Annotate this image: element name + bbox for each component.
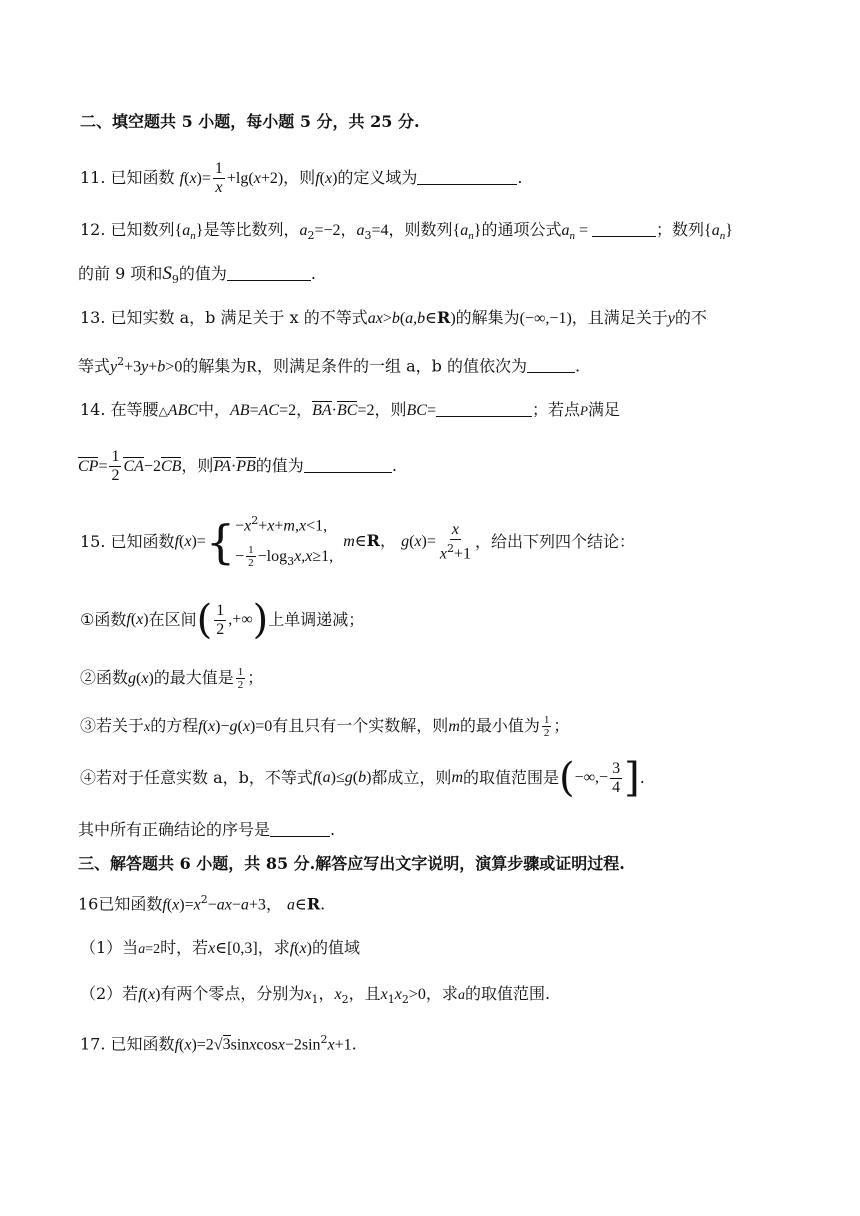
question-12: 12. 已知数列$\{a_n\}$是等比数列，$a_2=-2$，$a_3=4$，则数列$\{a_n\}$的通项公式$a_n$ = ；数列$\{a_n\}$ bbox=[80, 220, 733, 243]
question-15-tail: 其中所有正确结论的序号是 . bbox=[78, 820, 336, 839]
question-13-line2: 等式$y^2+3y+b>0$的解集为R，则满足条件的一组 a，b 的值依次为 . bbox=[78, 355, 581, 376]
question-17: 17. 已知函数$f(x)=2√3sinxcosx-2\sin^2x+1$. bbox=[80, 1033, 357, 1054]
question-12-line2: 的前 9 项和$S_9$的值为 . bbox=[78, 263, 316, 287]
answer-blank bbox=[304, 456, 392, 473]
answer-blank bbox=[436, 400, 532, 417]
answer-blank bbox=[527, 356, 575, 373]
conclusion-2: ②函数g(x)的最大值是 $\frac{1}{2}$ ； bbox=[80, 666, 264, 691]
question-11: 11. 已知函数 f(x)= $\frac{1}{x}$ +lg(x+2)，则f(x)的定义域为 . bbox=[80, 160, 523, 196]
question-14-line2: CP= $\frac{1}{2}$ CA−2CB，则PA·PB的值为 . bbox=[78, 448, 397, 484]
piecewise: $-x^2+x+m,x<1$, − $\frac{1}{2}$ $-\log_3x,x\ge 1$, bbox=[235, 514, 334, 570]
section3-heading: 三、解答题共 6 小题，共 85 分.解答应写出文字说明，演算步骤或证明过程. bbox=[78, 854, 625, 873]
left-brace: { bbox=[205, 514, 236, 569]
question-15: 15. 已知函数f(x)={ $-x^2+x+m,x<1$, − $\frac{1}{2}$ $-\log_3x,x\ge 1$, m∈R， g(x)= $\frac{x}{x^2+1}$ ，给出下列四个结论： bbox=[80, 506, 800, 576]
question-16-part2: （2）若f(x)有两个零点，分别为$x_1$，$x_2$，且$x_1x_2>0$，求a的取值范围. bbox=[80, 984, 551, 1007]
answer-blank bbox=[227, 264, 311, 281]
question-16: 16已知函数$f(x)=x^2-ax-a+3$， a∈R. bbox=[78, 893, 326, 914]
question-14: 14. 在等腰△ABC中，AB=AC=2，BA·BC=2，则BC= ；若点P满足 bbox=[80, 400, 620, 419]
answer-blank bbox=[270, 820, 330, 837]
answer-blank bbox=[592, 220, 656, 237]
section2-heading: 二、填空题共 5 小题，每小题 5 分，共 25 分. bbox=[80, 112, 420, 131]
conclusion-1: ①函数f(x)在区间( $\frac{1}{2}$ ,+∞)上单调递减； bbox=[80, 597, 365, 643]
conclusion-4: ④若对于任意实数 a，b，不等式f(a)≤g(b)都成立，则m的取值范围是(−∞,− $\frac{3}{4}$ ]. bbox=[80, 755, 645, 801]
fraction: $\frac{1}{x}$ bbox=[214, 160, 223, 196]
question-13: 13. 已知实数 a，b 满足关于 x 的不等式ax>b(a,b∈R)的解集为(−∞,−1)，且满足关于y的不 bbox=[80, 308, 707, 327]
question-16-part1: （1）当a=2时，若x∈[0,3]，求f(x)的值域 bbox=[80, 938, 360, 957]
answer-blank bbox=[417, 168, 517, 185]
conclusion-3: ③若关于x的方程f(x)−g(x)=0有且只有一个实数解，则m的最小值为 $\frac{1}{2}$ ； bbox=[80, 714, 570, 739]
